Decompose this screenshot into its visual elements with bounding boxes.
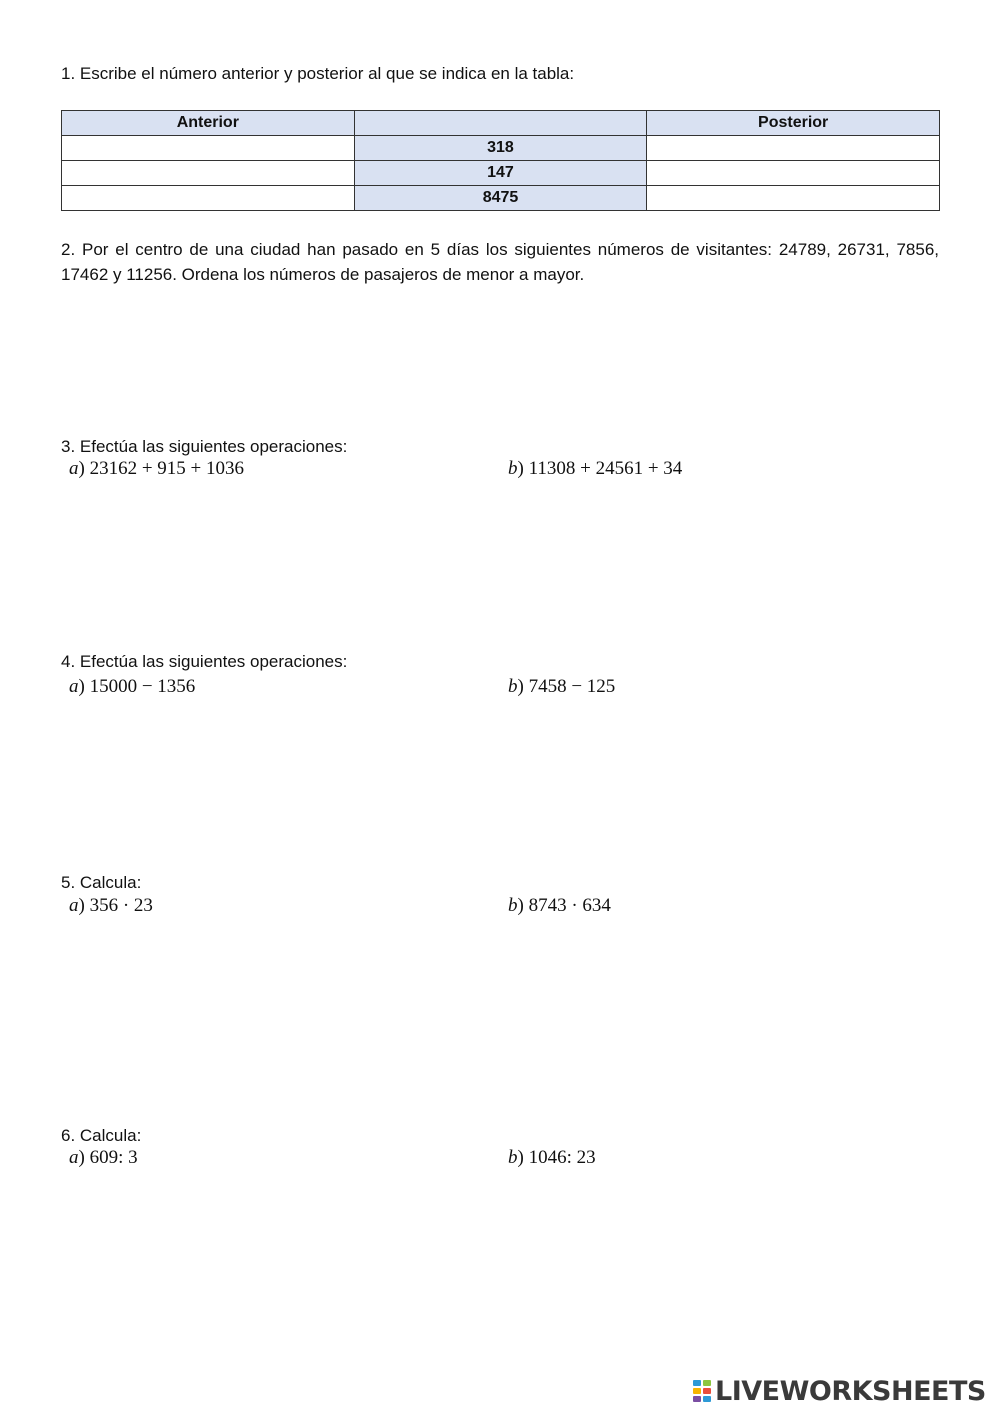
item-label: b — [508, 458, 518, 479]
expression: ) 1046: 23 — [517, 1147, 596, 1168]
question-2-text: 2. Por el centro de una ciudad han pasado en 5 días los siguientes números de visitantes: 24789, 26731, 7856, 17462 y 11256. Ordena los números de pasajeros de menor a mayor. — [61, 240, 939, 284]
item-label: b — [508, 676, 518, 697]
header-posterior: Posterior — [647, 111, 940, 136]
question-3-a — [69, 458, 244, 480]
liveworksheets-logo — [692, 1376, 986, 1406]
expression: ) 356 · 23 — [78, 895, 153, 916]
question-5-text: 5. Calcula: — [61, 873, 142, 892]
expression: ) 7458 − 125 — [517, 676, 616, 697]
posterior-answer-cell[interactable] — [647, 161, 940, 186]
table-row — [62, 186, 940, 211]
liveworksheets-logo-icon — [692, 1379, 712, 1403]
number-table — [61, 110, 940, 211]
expression: ) 23162 + 915 + 1036 — [78, 458, 245, 479]
question-6-text: 6. Calcula: — [61, 1126, 142, 1145]
question-6-a — [69, 1147, 138, 1169]
question-3-text: 3. Efectúa las siguientes operaciones: — [61, 437, 348, 456]
anterior-answer-cell[interactable] — [62, 136, 355, 161]
header-anterior: Anterior — [62, 111, 355, 136]
expression: ) 11308 + 24561 + 34 — [517, 458, 683, 479]
table-row — [62, 136, 940, 161]
expression: ) 15000 − 1356 — [78, 676, 196, 697]
question-5-a — [69, 895, 153, 917]
question-6-b — [508, 1147, 596, 1169]
item-label: b — [508, 1147, 518, 1168]
header-middle — [354, 111, 647, 136]
table-header-row — [62, 111, 940, 136]
item-label: a — [69, 676, 79, 697]
posterior-answer-cell[interactable] — [647, 136, 940, 161]
item-label: a — [69, 458, 79, 479]
given-number-cell: 147 — [354, 161, 647, 186]
logo-text: LIVEWORKSHEETS — [715, 1375, 986, 1407]
expression: ) 609: 3 — [78, 1147, 138, 1168]
question-3-b — [508, 458, 682, 480]
question-4-a — [69, 676, 195, 698]
question-4-b — [508, 676, 615, 698]
item-label: a — [69, 1147, 79, 1168]
table-row — [62, 161, 940, 186]
given-number-cell: 318 — [354, 136, 647, 161]
item-label: a — [69, 895, 79, 916]
question-4-text: 4. Efectúa las siguientes operaciones: — [61, 652, 348, 671]
question-1-text: 1. Escribe el número anterior y posterior al que se indica en la tabla: — [61, 64, 575, 83]
anterior-answer-cell[interactable] — [62, 186, 355, 211]
posterior-answer-cell[interactable] — [647, 186, 940, 211]
anterior-answer-cell[interactable] — [62, 161, 355, 186]
item-label: b — [508, 895, 518, 916]
expression: ) 8743 · 634 — [517, 895, 611, 916]
question-5-b — [508, 895, 611, 917]
given-number-cell: 8475 — [354, 186, 647, 211]
